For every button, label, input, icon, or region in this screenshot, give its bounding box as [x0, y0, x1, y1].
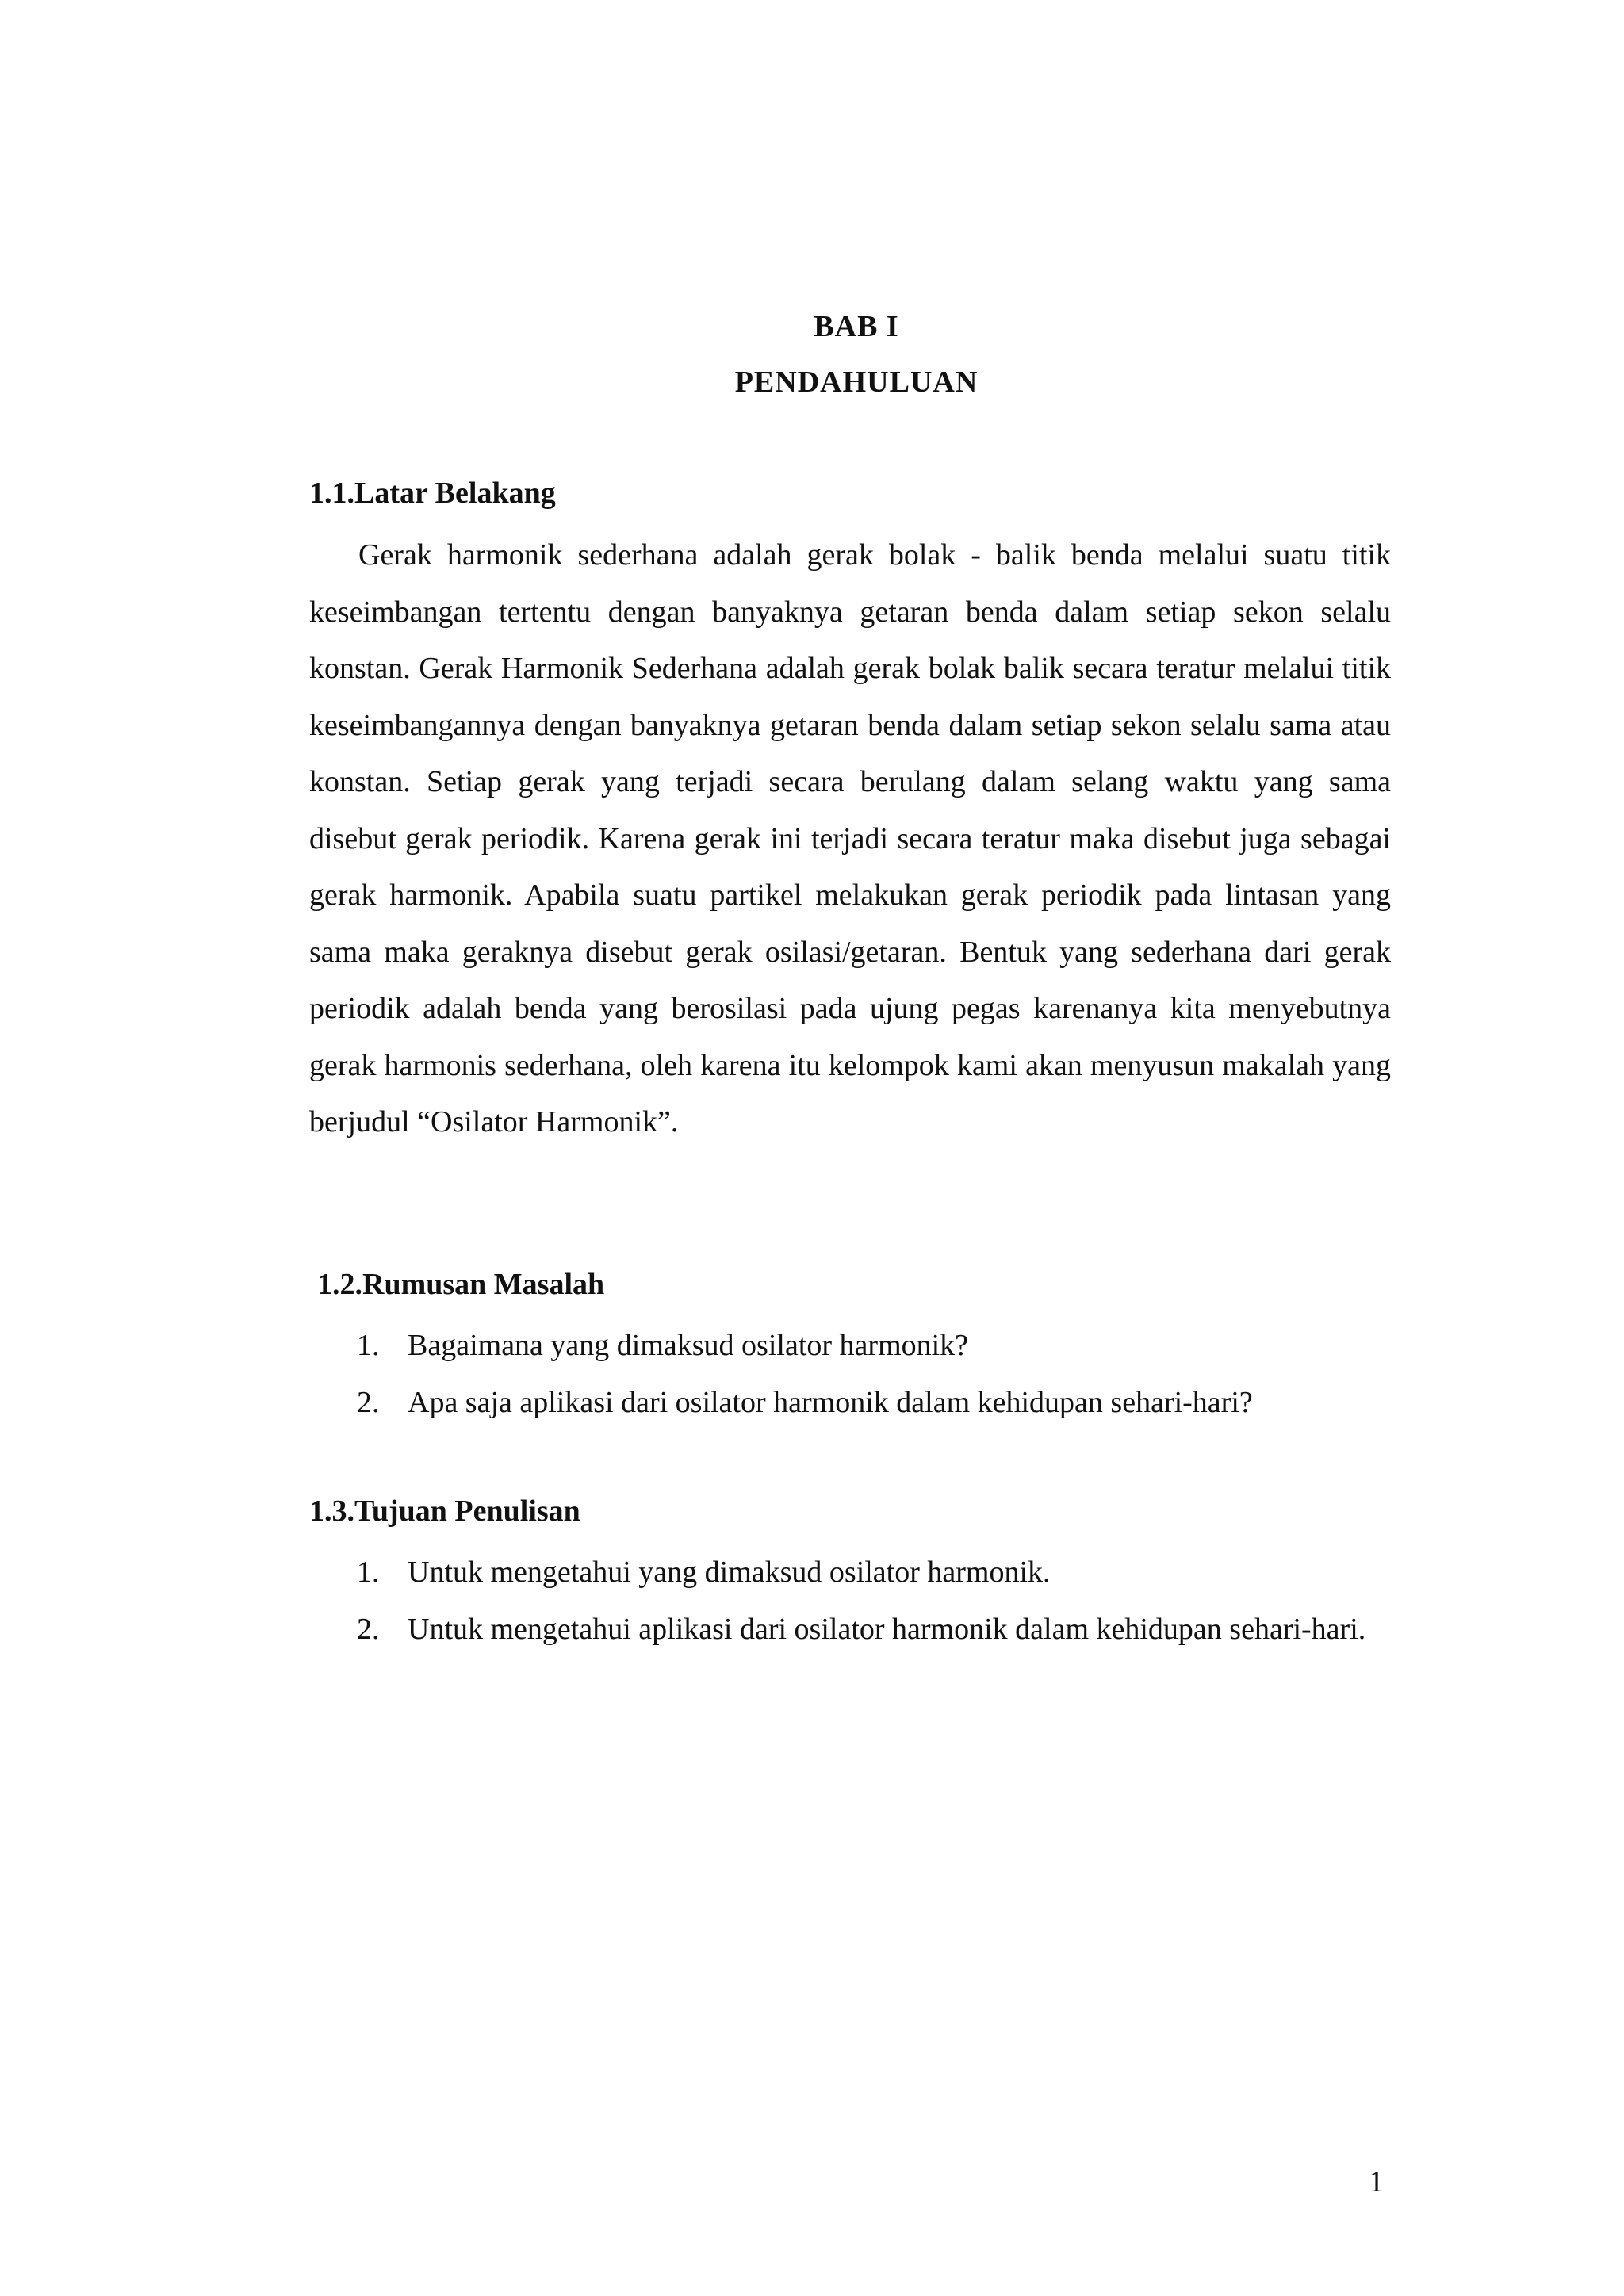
- section-heading-tujuan-penulisan: 1.3.Tujuan Penulisan: [309, 1494, 580, 1528]
- list-text: Untuk mengetahui yang dimaksud osilator harmonik.: [408, 1556, 1051, 1589]
- section-heading-latar-belakang: 1.1.Latar Belakang: [309, 476, 556, 510]
- list-item: [357, 1375, 1391, 1432]
- problem-list: [357, 1318, 1391, 1431]
- chapter-title: PENDAHULUAN: [734, 365, 979, 399]
- section-heading-rumusan-masalah: 1.2.Rumusan Masalah: [317, 1268, 605, 1301]
- page-number: 1: [1369, 2165, 1384, 2198]
- list-number: 2.: [357, 1612, 380, 1646]
- chapter-label: BAB I: [814, 310, 899, 343]
- list-item: [357, 1318, 1391, 1375]
- background-paragraph: Gerak harmonik sederhana adalah gerak bolak - balik benda melalui suatu titik keseimbangan tertentu dengan banyaknya getaran benda dalam setiap sekon selalu konstan. Gerak Harmonik Sederhana adalah gerak bolak balik secara teratur melalui titik keseimbangannya dengan banyaknya getaran benda dalam setiap sekon selalu sama atau konstan. Setiap gerak yang terjadi secara berulang dalam selang waktu yang sama disebut gerak periodik. Karena gerak ini terjadi secara teratur maka disebut juga sebagai gerak harmonik. Apabila suatu partikel melakukan gerak periodik pada lintasan yang sama maka geraknya disebut gerak osilasi/getaran. Bentuk yang sederhana dari gerak periodik adalah benda yang berosilasi pada ujung pegas karenanya kita menyebutnya gerak harmonis sederhana, oleh karena itu kelompok kami akan menyusun makalah yang berjudul “Osilator Harmonik”.: [309, 538, 1391, 1138]
- list-number: 1.: [357, 1329, 380, 1362]
- list-text: Untuk mengetahui aplikasi dari osilator harmonik dalam kehidupan sehari-hari.: [408, 1612, 1366, 1646]
- list-number: 2.: [357, 1385, 380, 1419]
- list-text: Apa saja aplikasi dari osilator harmonik dalam kehidupan sehari-hari?: [408, 1385, 1253, 1419]
- objective-list: [357, 1544, 1391, 1658]
- list-text: Bagaimana yang dimaksud osilator harmonik?: [408, 1329, 969, 1362]
- list-item: [357, 1601, 1391, 1659]
- list-number: 1.: [357, 1556, 380, 1589]
- list-item: [357, 1544, 1391, 1601]
